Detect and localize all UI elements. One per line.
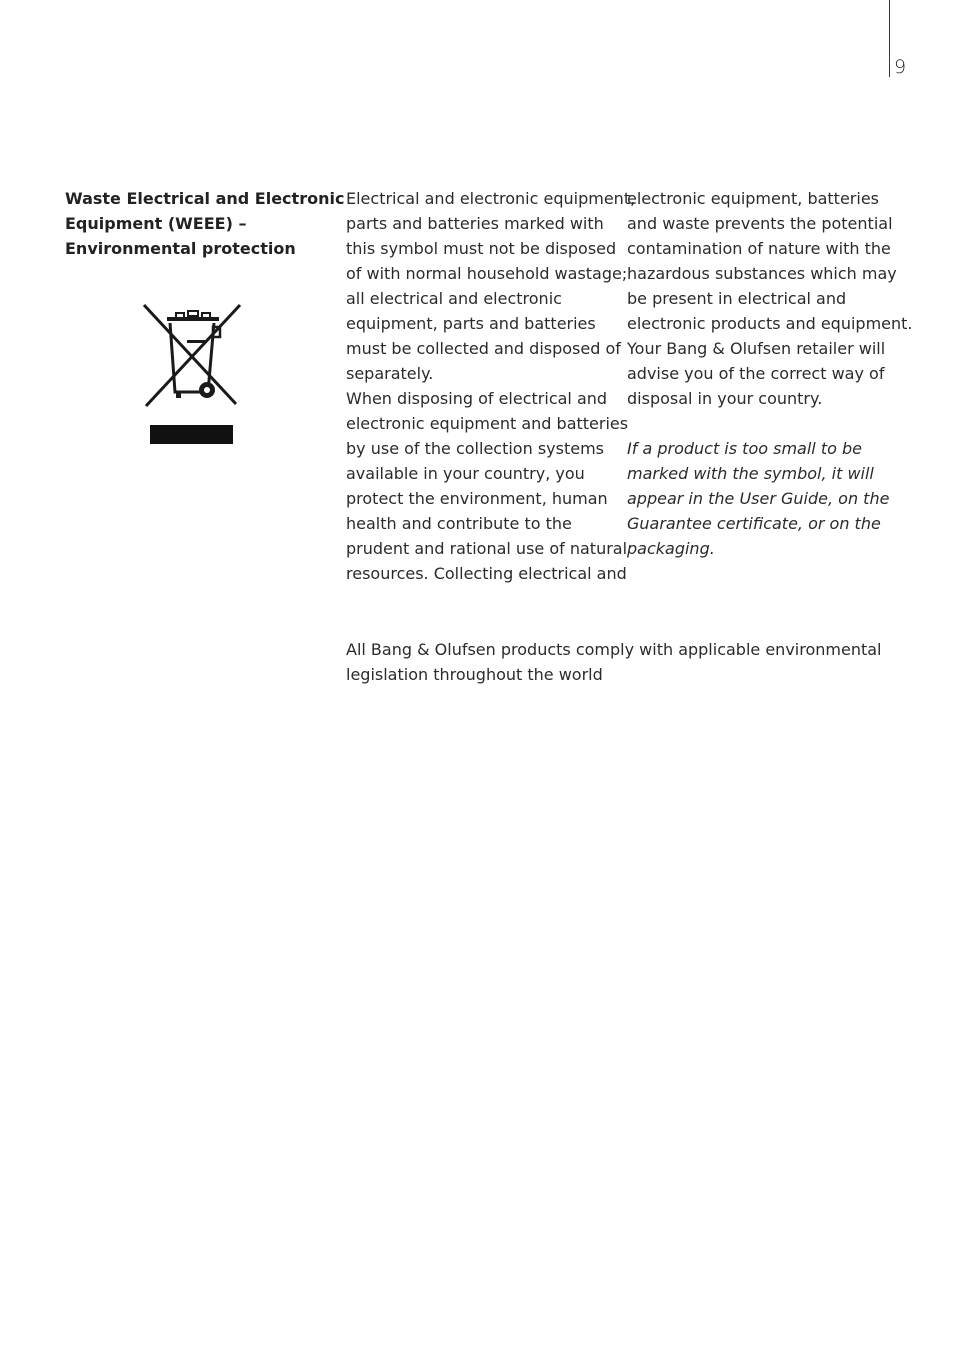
text-line: this symbol must not be disposed: [346, 239, 617, 258]
page-number: 9: [894, 56, 907, 78]
compliance-statement: [346, 637, 881, 687]
text-line: If a product is too small to be: [627, 439, 862, 458]
text-line: packaging.: [627, 539, 715, 558]
text-line: contamination of nature with the: [627, 239, 891, 258]
text-line: Electrical and electronic equipment,: [346, 189, 636, 208]
text-line: legislation throughout the world: [346, 665, 603, 684]
page-divider-rule: [889, 0, 890, 77]
text-line: electronic equipment and batteries: [346, 414, 629, 433]
text-line: separately.: [346, 364, 434, 383]
text-line: equipment, parts and batteries: [346, 314, 596, 333]
section-heading-line: Environmental protection: [65, 239, 296, 258]
text-line: marked with the symbol, it will: [627, 464, 874, 483]
text-line: protect the environment, human: [346, 489, 608, 508]
text-line: available in your country, you: [346, 464, 585, 483]
text-line: advise you of the correct way of: [627, 364, 885, 383]
text-line: resources. Collecting electrical and: [346, 564, 627, 583]
small-product-note: [627, 436, 889, 561]
text-line: parts and batteries marked with: [346, 214, 604, 233]
text-line: Guarantee certificate, or on the: [627, 514, 881, 533]
text-line: electronic equipment, batteries: [627, 189, 879, 208]
text-line: by use of the collection systems: [346, 439, 604, 458]
text-line: be present in electrical and: [627, 289, 847, 308]
body-column-left: [346, 186, 636, 586]
text-line: hazardous substances which may: [627, 264, 897, 283]
text-line: All Bang & Olufsen products comply with applicable environmental: [346, 640, 882, 659]
text-line: disposal in your country.: [627, 389, 823, 408]
text-line: health and contribute to the: [346, 514, 572, 533]
text-line: must be collected and disposed of: [346, 339, 621, 358]
body-column-right: [627, 186, 913, 411]
text-line: all electrical and electronic: [346, 289, 562, 308]
section-heading-line: Waste Electrical and Electronic: [65, 189, 345, 208]
section-heading-line: Equipment (WEEE) –: [65, 214, 247, 233]
text-line: prudent and rational use of natural: [346, 539, 628, 558]
text-line: Your Bang & Olufsen retailer will: [627, 339, 886, 358]
text-line: and waste prevents the potential: [627, 214, 893, 233]
text-line: of with normal household wastage;: [346, 264, 628, 283]
crossed-out-wheelie-bin-icon: [140, 300, 244, 448]
text-line: electronic products and equipment.: [627, 314, 913, 333]
text-line: When disposing of electrical and: [346, 389, 608, 408]
section-heading: [65, 186, 345, 261]
text-line: appear in the User Guide, on the: [627, 489, 890, 508]
